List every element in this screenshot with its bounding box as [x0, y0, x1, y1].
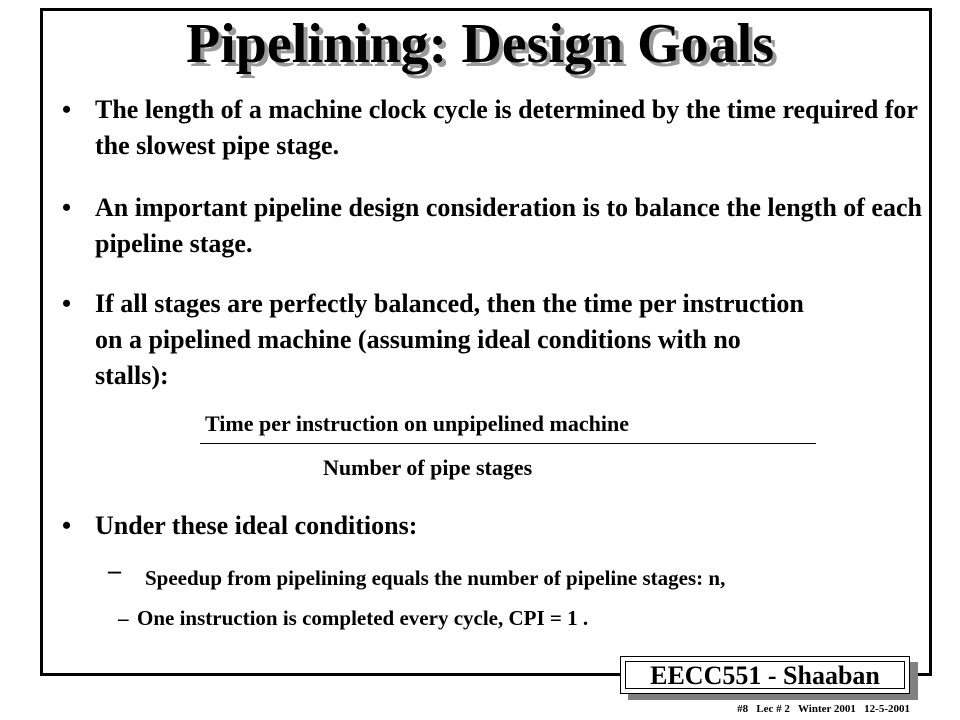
bullet-symbol: • [62, 289, 72, 318]
sub-bullet-dash: – [118, 606, 129, 630]
course-badge [620, 656, 910, 694]
course-badge-label: EECC551 - Shaaban [625, 661, 905, 689]
fraction-numerator: Time per instruction on unpipelined machine [205, 411, 629, 436]
bullet-1-text: The length of a machine clock cycle is determined by the time required for the slowest pipe stage. [95, 95, 918, 160]
bullet-3-text: If all stages are perfectly balanced, then the time per instruction on a pipelined machine (assuming ideal conditions with no stalls): [95, 289, 804, 390]
sub-bullet-1-text: Speedup from pipelining equals the number of pipeline stages: n, [145, 566, 726, 590]
bullet-symbol: • [62, 95, 72, 124]
slide-title: Pipelining: Design Goals [185, 13, 775, 75]
bullet-symbol: • [62, 193, 72, 222]
bullet-symbol: • [62, 511, 72, 540]
sub-bullet-2-text: One instruction is completed every cycle, CPI = 1 . [137, 606, 589, 630]
bullet-4-text: Under these ideal conditions: [95, 511, 418, 540]
sub-bullet-dash: – [108, 556, 121, 585]
bullet-2-text: An important pipeline design consideration is to balance the length of each pipeline stage. [95, 193, 922, 258]
fraction-denominator: Number of pipe stages [323, 455, 533, 480]
slide-footer: #8 Lec # 2 Winter 2001 12-5-2001 [737, 703, 910, 715]
fraction-line [200, 443, 816, 444]
